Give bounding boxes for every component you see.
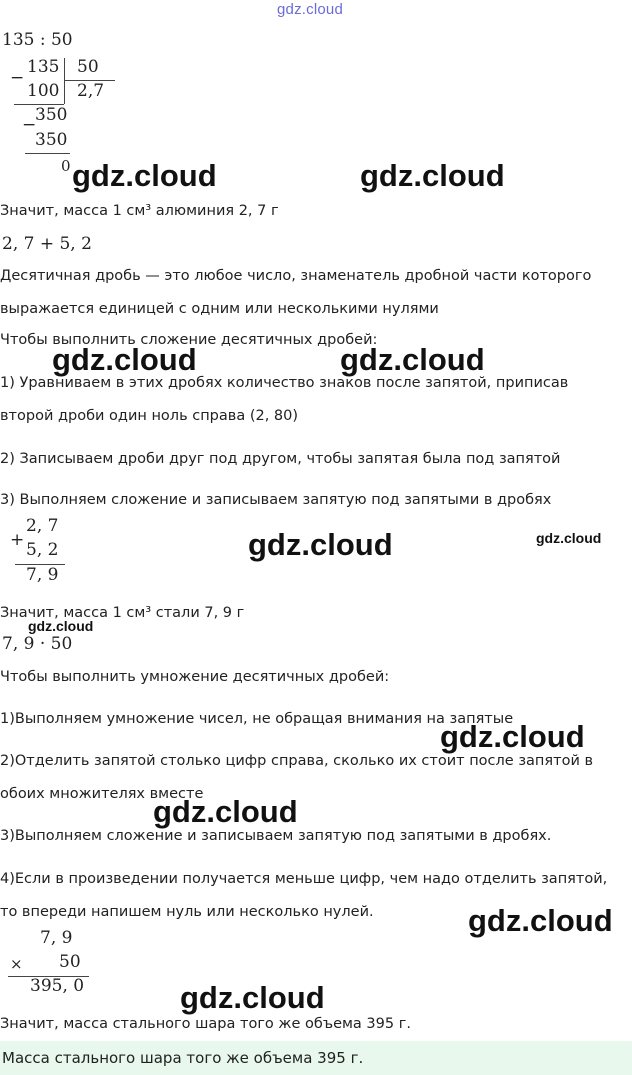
watermark-top: gdz.cloud [277,1,344,18]
addition-intro: Чтобы выполнить сложение десятичных дробей: [0,332,378,348]
multiply-step-3: 3)Выполняем сложение и записываем запятую под запятыми в дробях. [0,828,552,844]
division-remainder-1: 350 [35,105,68,125]
addition-step-1a: 1) Уравниваем в этих дробях количество знаков после запятой, приписав [0,375,569,391]
division-remainder-final: 0 [61,157,71,175]
addition-sign: + [10,530,25,550]
watermark: gdz.cloud [360,158,505,193]
sum-expression: 2, 7 + 5, 2 [2,234,92,254]
decimal-definition-line-1: Десятичная дробь — это любое число, знаменатель дробной части которого [0,268,592,284]
product-expression: 7, 9 · 50 [2,634,73,654]
watermark: gdz.cloud [248,527,393,562]
division-quotient: 2,7 [77,81,105,101]
addition-step-1b: второй дроби один ноль справа (2, 80) [0,408,299,424]
addition-step-3: 3) Выполняем сложение и записываем запятую под запятыми в дробях [0,492,552,508]
watermark: gdz.cloud [340,342,485,377]
multiplication-sign: × [10,955,23,973]
decimal-definition-line-2: выражается единицей с одним или несколькими нулями [0,301,439,317]
multiply-step-4b: то впереди напишем нуль или несколько нулей. [0,904,374,920]
division-minus-sign-2: − [22,115,37,135]
multiply-intro: Чтобы выполнить умножение десятичных дробей: [0,669,390,685]
division-line-2 [25,153,70,154]
multiplication-result: 395, 0 [30,976,85,996]
watermark: gdz.cloud [536,530,602,546]
watermark: gdz.cloud [153,794,298,829]
division-vertical-bar [64,58,65,104]
division-subtrahend-1: 100 [27,81,60,101]
text-aluminium-mass: Значит, масса 1 см³ алюминия 2, 7 г [0,203,279,219]
multiply-step-4a: 4)Если в произведении получается меньше цифр, чем надо отделить запятой, [0,871,608,887]
answer-text: Масса стального шара того же объема 395 г. [2,1049,364,1067]
division-divisor: 50 [77,57,99,77]
watermark: gdz.cloud [180,980,325,1015]
watermark: gdz.cloud [72,158,217,193]
multiply-step-2b: обоих множителях вместе [0,786,204,802]
addition-term-2: 5, 2 [26,540,59,560]
multiply-step-1: 1)Выполняем умножение чисел, не обращая внимания на запятые [0,711,514,727]
answer-box [0,1041,632,1075]
division-dividend: 135 [27,57,60,77]
text-conclusion: Значит, масса стального шара того же объема 395 г. [0,1016,411,1032]
text-steel-mass-1cm: Значит, масса 1 см³ стали 7, 9 г [0,605,245,621]
multiplication-factor-1: 7, 9 [40,928,73,948]
watermark: gdz.cloud [440,719,585,754]
multiplication-factor-2: 50 [59,952,81,972]
watermark: gdz.cloud [28,618,94,634]
division-expression: 135 : 50 [2,30,73,50]
addition-step-2: 2) Записываем дроби друг под другом, чтобы запятая была под запятой [0,451,561,467]
addition-result: 7, 9 [26,565,59,585]
watermark: gdz.cloud [52,342,197,377]
division-minus-sign: − [10,68,25,88]
addition-term-1: 2, 7 [26,516,59,536]
division-subtrahend-2: 350 [35,130,68,150]
multiply-step-2a: 2)Отделить запятой столько цифр справа, сколько их стоит после запятой в [0,753,594,769]
watermark: gdz.cloud [468,903,613,938]
